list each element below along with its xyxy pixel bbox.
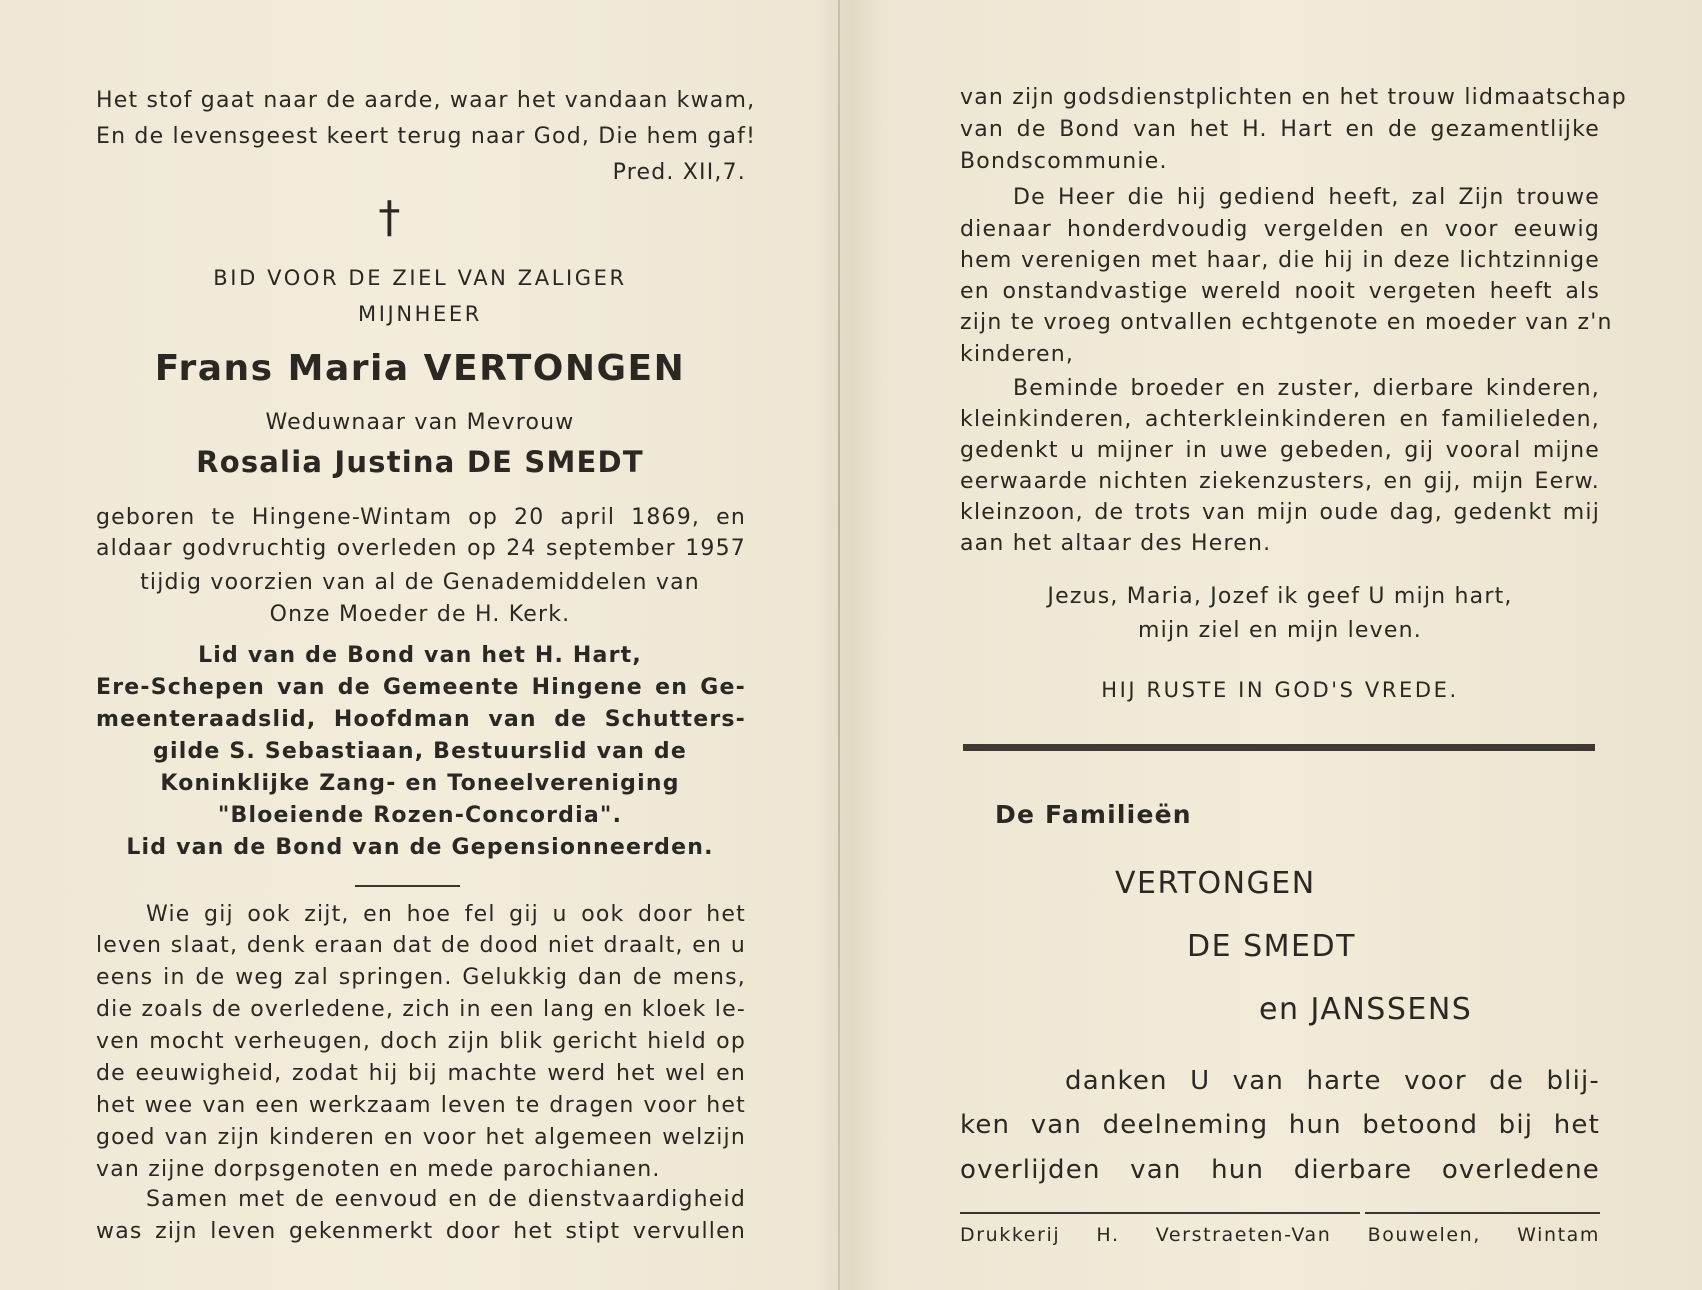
quote-reference: Pred. XII,7. <box>612 160 746 185</box>
thanks-line: danken U van harte voor de blij- <box>1065 1066 1600 1096</box>
body-line: leven slaat, denk eraan dat de dood niet draalt, en u <box>96 933 746 958</box>
body-line: kinderen, <box>960 342 1075 367</box>
titles-line: "Bloeiende Rozen-Concordia". <box>217 803 623 828</box>
family-name: VERTONGEN <box>1115 866 1316 901</box>
body-line: van zijn godsdienstplichten en het trouw lidmaatschap <box>960 85 1627 110</box>
cross-icon: † <box>378 192 402 243</box>
body-line: en onstandvastige wereld nooit vergeten heeft als <box>960 279 1600 304</box>
widower-label: Weduwnaar van Mevrouw <box>265 410 575 435</box>
body-line: ven mocht verheugen, doch zijn blik gericht hield op <box>96 1029 746 1054</box>
prayer-line: mijn ziel en mijn leven. <box>1138 618 1422 643</box>
body-line: kleinkinderen, achterkleinkinderen en familieleden, <box>960 407 1600 432</box>
body-line: Beminde broeder en zuster, dierbare kinderen, <box>1013 376 1600 401</box>
thanks-line: overlijden van hun dierbare overledene <box>960 1155 1600 1185</box>
body-line: Wie gij ook zijt, en hoe fel gij u ook door het <box>146 902 746 927</box>
prayer-heading: BID VOOR DE ZIEL VAN ZALIGER <box>213 266 627 290</box>
body-line: van de Bond van het H. Hart en de gezamentlijke <box>960 117 1600 142</box>
titles-line: Lid van de Bond van het H. Hart, <box>198 643 642 668</box>
titles-line: Koninklijke Zang- en Toneelvereniging <box>160 771 680 796</box>
families-intro: De Familieën <box>995 800 1192 829</box>
quote-line-1: Het stof gaat naar de aarde, waar het vandaan kwam, <box>96 88 756 113</box>
body-line: gedenkt u mijner in uwe gebeden, gij vooral mijne <box>960 438 1600 463</box>
prayer-line: Jezus, Maria, Jozef ik geef U mijn hart, <box>1047 584 1513 609</box>
bio-line: Onze Moeder de H. Kerk. <box>269 602 571 627</box>
body-line: De Heer die hij gediend heeft, zal Zijn trouwe <box>1013 185 1600 210</box>
divider <box>960 1212 1360 1214</box>
body-line: die zoals de overledene, zich in een lang en kloek le- <box>96 997 746 1022</box>
card-fold <box>838 0 840 1290</box>
titles-line: meenteraadslid, Hoofdman van de Schutters- <box>96 707 746 732</box>
titles-line: gilde S. Sebastiaan, Bestuurslid van de <box>153 739 687 764</box>
body-line: was zijn leven gekenmerkt door het stipt vervullen <box>96 1219 746 1244</box>
titles-line: Ere-Schepen van de Gemeente Hingene en Ge- <box>96 675 746 700</box>
titles-line: Lid van de Bond van de Gepensionneerden. <box>126 835 714 860</box>
body-line: dienaar honderdvoudig vergelden en voor eeuwig <box>960 217 1600 242</box>
body-line: Samen met de eenvoud en de dienstvaardigheid <box>146 1187 746 1212</box>
printer-credit: Drukkerij H. Verstraeten-Van Bouwelen, Wintam <box>960 1224 1600 1246</box>
body-line: kleinzoon, de trots van mijn oude dag, gedenkt mij <box>960 500 1600 525</box>
spouse-name: Rosalia Justina DE SMEDT <box>196 445 644 479</box>
divider <box>355 885 460 887</box>
bio-line: geboren te Hingene-Wintam op 20 april 1869, en <box>96 505 746 530</box>
body-line: aan het altaar des Heren. <box>960 531 1272 556</box>
thick-divider <box>963 744 1595 751</box>
body-line: het wee van een werkzaam leven te dragen voor het <box>96 1093 746 1118</box>
family-name: DE SMEDT <box>1187 929 1356 964</box>
bio-line: aldaar godvruchtig overleden op 24 september 1957 <box>96 536 746 561</box>
bio-line: tijdig voorzien van al de Genademiddelen van <box>140 570 700 595</box>
body-line: hem verenigen met haar, die hij in deze lichtzinnige <box>960 248 1600 273</box>
deceased-name: Frans Maria VERTONGEN <box>154 348 686 389</box>
body-line: goed van zijn kinderen en voor het algemeen welzijn <box>96 1125 746 1150</box>
body-line: de eeuwigheid, zodat hij bij machte werd het wel en <box>96 1061 746 1086</box>
rest-in-peace: HIJ RUSTE IN GOD'S VREDE. <box>1101 678 1459 702</box>
divider <box>1365 1212 1600 1214</box>
body-line: van zijne dorpsgenoten en mede parochianen. <box>96 1157 661 1182</box>
quote-line-2: En de levensgeest keert terug naar God, Die hem gaf! <box>96 124 757 149</box>
prayer-heading-mijnheer: MIJNHEER <box>358 302 482 326</box>
body-line: Bondscommunie. <box>960 149 1168 174</box>
family-name: en JANSSENS <box>1259 992 1473 1027</box>
body-line: eens in de weg zal springen. Gelukkig dan de mens, <box>96 965 746 990</box>
body-line: eerwaarde nichten ziekenzusters, en gij, mijn Eerw. <box>960 469 1600 494</box>
thanks-line: ken van deelneming hun betoond bij het <box>960 1110 1600 1140</box>
body-line: zijn te vroeg ontvallen echtgenote en moeder van z'n <box>960 310 1613 335</box>
